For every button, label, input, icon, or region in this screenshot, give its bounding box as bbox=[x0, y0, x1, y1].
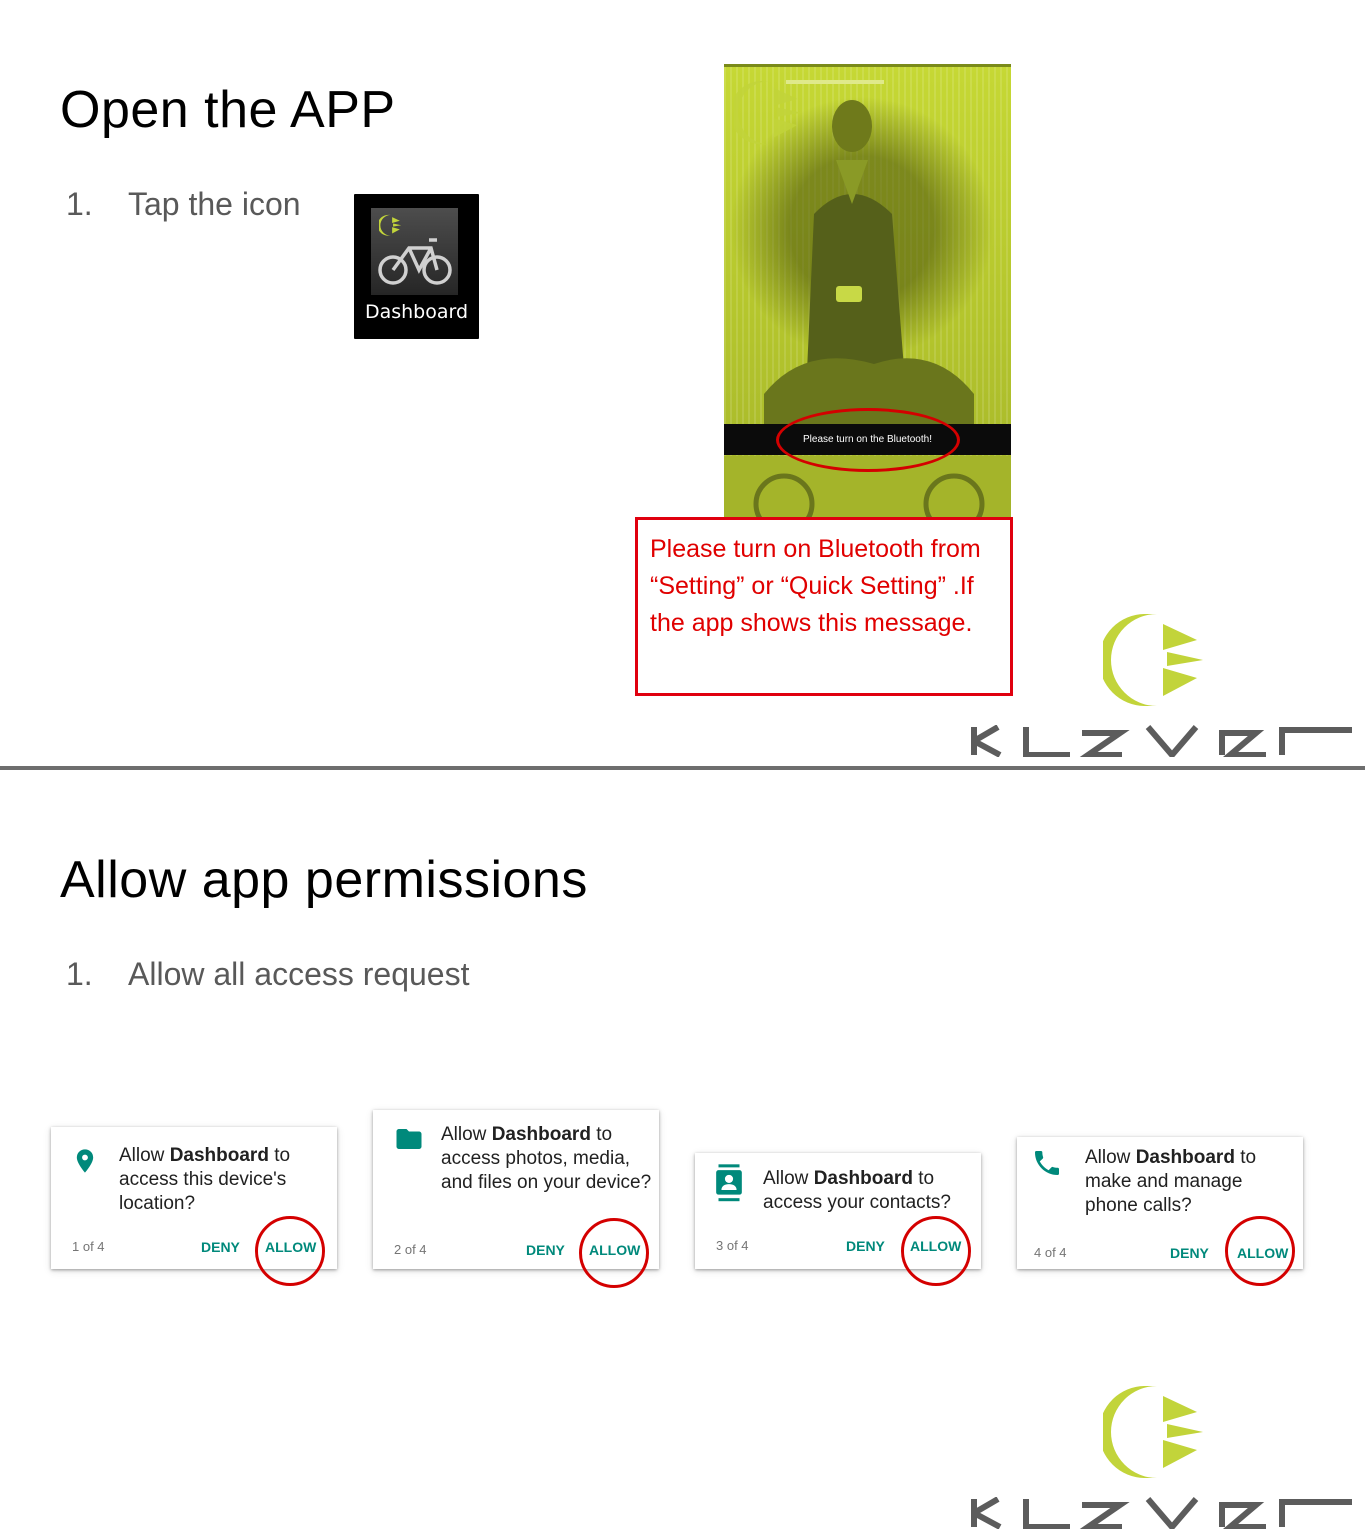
step-number: 1. bbox=[66, 956, 93, 992]
contacts-icon bbox=[715, 1164, 743, 1202]
step-text: Tap the icon bbox=[128, 186, 301, 222]
deny-button[interactable]: DENY bbox=[201, 1239, 240, 1255]
step-number: 1. bbox=[66, 186, 93, 222]
highlight-ellipse bbox=[776, 408, 960, 472]
step-item bbox=[66, 956, 469, 993]
step-text: Allow all access request bbox=[128, 956, 470, 992]
klever-logo bbox=[970, 1382, 1355, 1532]
permission-message: Allow Dashboard to access this device's location? bbox=[119, 1145, 291, 1214]
allow-highlight-ring bbox=[901, 1216, 971, 1286]
permission-counter: 1 of 4 bbox=[72, 1239, 105, 1254]
app-icon-tile bbox=[371, 208, 458, 295]
allow-button[interactable]: ALLOW bbox=[1237, 1245, 1289, 1261]
bluetooth-toast: Please turn on the Bluetooth! bbox=[724, 424, 1011, 455]
permission-message: Allow Dashboard to make and manage phone calls? bbox=[1085, 1147, 1257, 1216]
page-title: Open the APP bbox=[60, 81, 396, 139]
step-item bbox=[66, 186, 301, 223]
allow-highlight-ring bbox=[255, 1216, 325, 1286]
allow-highlight-ring bbox=[1225, 1216, 1295, 1286]
allow-button[interactable]: ALLOW bbox=[589, 1242, 641, 1258]
dashboard-app-icon[interactable] bbox=[354, 194, 479, 339]
bicycle-icon bbox=[371, 208, 458, 295]
klever-logo bbox=[970, 610, 1355, 760]
location-pin-icon bbox=[71, 1145, 99, 1177]
folder-icon bbox=[393, 1124, 425, 1154]
allow-button[interactable]: ALLOW bbox=[910, 1238, 962, 1254]
allow-highlight-ring bbox=[579, 1218, 649, 1288]
bluetooth-callout: Please turn on Bluetooth from “Setting” or “Quick Setting” .If the app shows this message. bbox=[635, 517, 1013, 696]
slide-permissions bbox=[0, 770, 1365, 1536]
page-title: Allow app permissions bbox=[60, 851, 588, 909]
permission-counter: 2 of 4 bbox=[394, 1242, 427, 1257]
deny-button[interactable]: DENY bbox=[1170, 1245, 1209, 1261]
deny-button[interactable]: DENY bbox=[526, 1242, 565, 1258]
permission-counter: 4 of 4 bbox=[1034, 1245, 1067, 1260]
app-icon-label: Dashboard bbox=[364, 301, 469, 323]
klever-logo-icon bbox=[970, 1382, 1355, 1532]
permission-counter: 3 of 4 bbox=[716, 1238, 749, 1253]
permission-message: Allow Dashboard to access your contacts? bbox=[763, 1168, 951, 1213]
allow-button[interactable]: ALLOW bbox=[265, 1239, 317, 1255]
slide-open-app bbox=[0, 0, 1365, 766]
klever-logo-icon bbox=[970, 610, 1355, 760]
phone-icon bbox=[1031, 1147, 1063, 1179]
permission-message: Allow Dashboard to access photos, media, and files on your device? bbox=[441, 1124, 652, 1193]
deny-button[interactable]: DENY bbox=[846, 1238, 885, 1254]
